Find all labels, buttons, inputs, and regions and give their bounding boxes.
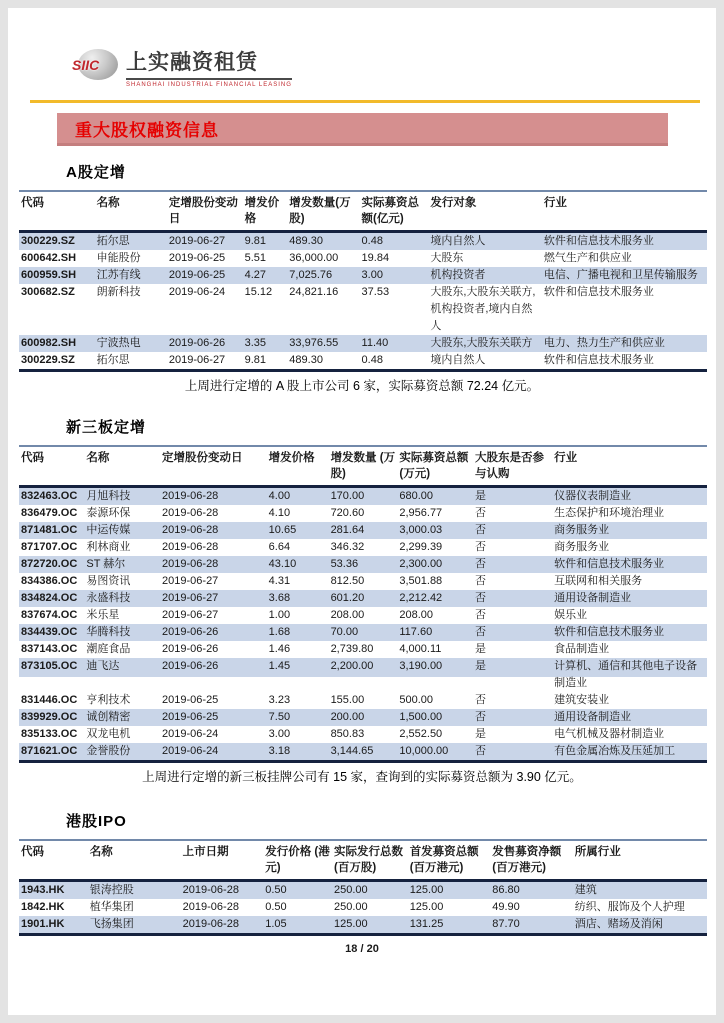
table-cell: 9.81 [243,232,288,251]
table-cell: 否 [475,609,487,621]
table-cell: 812.50 [330,575,365,587]
column-header: 行业 [552,446,707,487]
column-header: 增发数量 (万股) [329,446,398,487]
table-cell: 境内自然人 [428,232,542,251]
table-cell: 834824.OC [19,590,84,607]
table-row [19,709,707,726]
column-header: 实际发行总数(百万股) [332,840,408,881]
table-row [19,335,707,352]
table-cell: 拓尔思 [95,232,167,251]
table-cell: 6.64 [268,541,291,553]
table-cell: 3,190.00 [397,658,473,692]
table-cell: 否 [473,624,552,641]
table-cell: 834439.OC [19,624,84,641]
table-cell: 208.00 [399,609,434,621]
table-cell: 是 [475,643,487,655]
table-header [19,446,707,487]
table-cell: 大股东,大股东关联方,机构投资者,境内自然人 [430,286,536,332]
table-cell: 208.00 [330,609,365,621]
table-cell: 大股东 [430,252,464,264]
table-cell: 250.00 [334,901,368,913]
table-cell: 10.65 [267,522,329,539]
table-cell: 申能股份 [96,252,141,264]
table-cell: 125.00 [408,881,491,900]
table-cell: 155.00 [330,694,365,706]
table-cell: 2019-06-26 [160,658,267,692]
table-cell: 873105.OC [19,658,84,692]
table-cell: 1.68 [267,624,329,641]
table-cell: 839929.OC [19,709,84,726]
table-cell: 86.80 [490,881,573,900]
table-cell: 10,000.00 [397,743,473,762]
a-share-summary: 上周进行定增的 A 股上市公司 6 家，实际募资总额 72.24 亿元。 [184,379,540,393]
table-cell: 否 [475,694,487,706]
table-cell: 2019-06-27 [160,590,267,607]
table-cell: 834386.OC [21,575,78,587]
column-header: 所属行业 [573,840,707,881]
neeq-placement-table [19,445,707,763]
table-cell: 华腾科技 [84,624,160,641]
table-cell: 2019-06-26 [160,624,267,641]
table-cell: 2019-06-27 [167,352,243,371]
table-cell: 通用设备制造业 [552,709,707,726]
table-cell: 600959.SH [19,267,95,284]
table-cell: 1.00 [268,609,291,621]
table-header [19,840,707,881]
report-page [8,8,716,1015]
column-header: 发售募资净额(百万港元) [490,840,573,881]
table-cell: 19.84 [361,252,390,264]
table-cell: 否 [473,709,552,726]
table-cell: 43.10 [267,556,329,573]
table-row [19,487,707,506]
table-cell: 2019-06-25 [160,709,267,726]
table-cell: 否 [473,590,552,607]
table-cell: 2,200.00 [329,658,398,692]
table-cell: 1842.HK [21,901,65,913]
table-cell: 2019-06-25 [167,267,243,284]
table-cell: 2,299.39 [399,541,443,553]
table-cell: 500.00 [399,694,434,706]
table-cell: 2019-06-28 [160,487,267,506]
table-cell: 1901.HK [19,916,88,935]
brand-name: 上实融资租赁 [126,46,292,80]
table-cell: 机构投资者 [428,267,542,284]
table-cell: 2019-06-26 [162,643,219,655]
siic-logo-icon [72,49,118,80]
table-cell: 5.51 [244,252,266,264]
table-cell: 易图资讯 [86,575,131,587]
table-cell: 2019-06-28 [162,541,219,553]
table-cell: 软件和信息技术服务业 [552,556,707,573]
table-cell: 软件和信息技术服务业 [543,286,654,298]
table-cell: 有色金属冶炼及压延加工 [552,743,707,762]
table-cell: 否 [475,575,487,587]
neeq-section-title: 新三板定增 [66,419,147,436]
table-cell: 2019-06-25 [168,252,226,264]
table-cell: 3.00 [360,267,429,284]
table-cell: 871621.OC [19,743,84,762]
table-cell: 2019-06-27 [162,575,219,587]
table-cell: 1.45 [267,658,329,692]
table-cell: 1.46 [268,643,291,655]
table-row [19,556,707,573]
table-cell: 53.36 [329,556,398,573]
table-header [19,191,707,232]
table-cell: 拓尔思 [95,352,167,371]
table-cell: 否 [473,522,552,539]
page-footer [8,943,716,955]
table-cell: 生态保护和环境治理业 [554,507,665,519]
table-cell: 米乐星 [86,609,120,621]
table-cell: 131.25 [408,916,491,935]
table-row [19,573,707,590]
column-header: 大股东是否参与认购 [473,446,552,487]
table-cell: 33,976.55 [287,335,359,352]
table-cell: 双龙电机 [86,728,131,740]
table-cell: 3,000.03 [397,522,473,539]
table-row [19,692,707,709]
table-cell: 872720.OC [19,556,84,573]
table-cell: 24,821.16 [289,286,339,298]
column-header: 定增股份变动日 [167,191,243,232]
table-cell: 大股东,大股东关联方 [428,335,542,352]
table-cell: 300682.SZ [21,286,75,298]
table-cell: 食品制造业 [554,643,610,655]
table-cell: 计算机、通信和其他电子设备制造业 [552,658,707,692]
table-cell: 7,025.76 [287,267,359,284]
table-cell: 871707.OC [21,541,78,553]
table-cell: 0.48 [360,352,429,371]
column-header: 名称 [88,840,181,881]
table-cell: 87.70 [490,916,573,935]
table-cell: 商务服务业 [552,522,707,539]
table-cell: 利林商业 [86,541,131,553]
table-cell: 商务服务业 [554,541,610,553]
gold-divider [30,100,700,103]
table-cell: 281.64 [329,522,398,539]
table-cell: 迪飞达 [84,658,160,692]
table-cell: 200.00 [329,709,398,726]
table-cell: 2,300.00 [397,556,473,573]
siic-logo-text: SIIC [72,57,100,73]
table-cell: 117.60 [397,624,473,641]
hk-ipo-table [19,839,707,936]
table-cell: 4.31 [268,575,291,587]
table-row [19,505,707,522]
table-cell: 永盛科技 [84,590,160,607]
table-row [19,658,707,692]
table-row [19,881,707,900]
table-cell: 720.60 [330,507,365,519]
table-cell: 江苏有线 [95,267,167,284]
table-cell: 是 [473,658,552,692]
table-cell: 36,000.00 [289,252,339,264]
table-cell: 2,956.77 [399,507,443,519]
table-cell: 3.68 [267,590,329,607]
table-cell: 通用设备制造业 [552,590,707,607]
table-cell: 601.20 [329,590,398,607]
table-cell: 植华集团 [89,901,134,913]
table-cell: 朗新科技 [96,286,141,298]
table-cell: 电信、广播电视和卫星传输服务 [542,267,707,284]
column-header: 定增股份变动日 [160,446,267,487]
table-row [19,916,707,935]
table-cell: 仪器仪表制造业 [552,487,707,506]
table-row [19,726,707,743]
table-cell: 软件和信息技术服务业 [552,624,707,641]
table-row [19,899,707,916]
table-cell: 宁波热电 [95,335,167,352]
table-cell: 娱乐业 [554,609,588,621]
table-cell: 否 [473,556,552,573]
table-cell: 11.40 [360,335,429,352]
table-cell: 600982.SH [19,335,95,352]
table-cell: 泰源环保 [86,507,131,519]
table-row [19,522,707,539]
table-cell: 2019-06-24 [162,728,219,740]
table-cell: 4,000.11 [399,643,442,655]
table-cell: 银涛控股 [88,881,181,900]
table-cell: 3.23 [268,694,291,706]
table-cell: 否 [473,743,552,762]
table-row [19,641,707,658]
column-header: 发行价格 (港元) [263,840,332,881]
column-header: 增发数量(万股) [287,191,359,232]
table-cell: 潮庭食品 [86,643,131,655]
table-cell: 835133.OC [21,728,78,740]
table-cell: 4.10 [268,507,291,519]
column-header: 增发价格 [267,446,329,487]
table-cell: ST 赫尔 [84,556,160,573]
table-cell: 纺织、服饰及个人护理 [574,901,685,913]
table-cell: 2019-06-27 [167,232,243,251]
table-row [19,743,707,762]
table-cell: 电气机械及器材制造业 [554,728,665,740]
table-cell: 2019-06-28 [160,556,267,573]
table-cell: 2,552.50 [399,728,443,740]
table-cell: 300229.SZ [19,232,95,251]
table-cell: 680.00 [397,487,473,506]
table-cell: 3.35 [243,335,288,352]
brand-block [126,46,292,88]
column-header: 代码 [19,191,95,232]
column-header: 上市日期 [181,840,264,881]
hk-ipo-section-title: 港股IPO [66,813,127,830]
table-cell: 是 [473,487,552,506]
table-cell: 2019-06-28 [162,507,219,519]
section-banner [57,113,668,146]
table-cell: 250.00 [332,881,408,900]
table-cell: 2,212.42 [397,590,473,607]
table-cell: 4.00 [267,487,329,506]
table-cell: 2019-06-28 [181,881,264,900]
table-cell: 70.00 [329,624,398,641]
table-cell: 37.53 [361,286,390,298]
table-cell: 建筑安装业 [554,694,610,706]
table-cell: 831446.OC [21,694,78,706]
table-cell: 2019-06-28 [182,901,239,913]
table-row [19,267,707,284]
table-cell: 建筑 [573,881,707,900]
page-number: 18 / 20 [345,943,379,955]
column-header: 代码 [19,446,84,487]
table-row [19,624,707,641]
section-a-share-placement [8,161,716,394]
column-header: 首发募资总额(百万港元) [408,840,491,881]
table-cell: 2019-06-28 [181,916,264,935]
table-cell: 软件和信息技术服务业 [542,352,707,371]
table-cell: 3.18 [267,743,329,762]
table-cell: 837143.OC [21,643,78,655]
section-neeq-placement [8,416,716,785]
table-cell: 836479.OC [21,507,78,519]
table-cell: 837674.OC [21,609,78,621]
table-cell: 2019-06-26 [167,335,243,352]
table-row [19,250,707,267]
section-hk-ipo [8,810,716,936]
header [72,46,716,88]
table-cell: 125.00 [409,901,444,913]
column-header: 实际募资总额(万元) [397,446,473,487]
table-cell: 7.50 [267,709,329,726]
table-row [19,590,707,607]
table-row [19,352,707,371]
table-cell: 否 [475,541,487,553]
table-cell: 0.48 [360,232,429,251]
table-cell: 49.90 [492,901,520,913]
table-row [19,232,707,251]
table-cell: 3.00 [268,728,291,740]
table-cell: 15.12 [244,286,273,298]
table-cell: 亨利技术 [86,694,131,706]
table-cell: 0.50 [263,881,332,900]
banner-title: 重大股权融资信息 [75,120,219,140]
column-header: 代码 [19,840,88,881]
table-cell: 3,144.65 [329,743,398,762]
table-cell: 中运传媒 [84,522,160,539]
table-cell: 600642.SH [21,252,77,264]
table-row [19,539,707,556]
column-header: 行业 [542,191,707,232]
column-header: 实际募资总额(亿元) [360,191,429,232]
table-cell: 0.50 [265,901,287,913]
table-cell: 125.00 [332,916,408,935]
table-cell: 832463.OC [19,487,84,506]
table-cell: 1.05 [263,916,332,935]
table-cell: 2019-06-25 [162,694,219,706]
table-cell: 月旭科技 [84,487,160,506]
table-cell: 2019-06-27 [162,609,219,621]
table-cell: 346.32 [330,541,365,553]
table-cell: 9.81 [243,352,288,371]
table-cell: 软件和信息技术服务业 [542,232,707,251]
table-cell: 金誉股份 [84,743,160,762]
table-cell: 是 [475,728,487,740]
column-header: 发行对象 [428,191,542,232]
table-cell: 850.83 [330,728,365,740]
neeq-summary: 上周进行定增的新三板挂牌公司有 15 家，查询到的实际募资总额为 3.90 亿元。 [142,770,582,784]
table-cell: 飞扬集团 [88,916,181,935]
a-share-placement-table [19,190,707,372]
table-cell: 489.30 [287,232,359,251]
table-cell: 170.00 [329,487,398,506]
column-header: 增发价格 [243,191,288,232]
table-cell: 燃气生产和供应业 [543,252,632,264]
a-share-section-title: A股定增 [66,164,126,181]
table-cell: 电力、热力生产和供应业 [542,335,707,352]
table-cell: 300229.SZ [19,352,95,371]
table-cell: 871481.OC [19,522,84,539]
table-cell: 3,501.88 [399,575,443,587]
table-cell: 互联网和相关服务 [554,575,643,587]
table-cell: 酒店、赌场及消闲 [573,916,707,935]
column-header: 名称 [84,446,160,487]
table-cell: 2019-06-24 [160,743,267,762]
table-cell: 1,500.00 [397,709,473,726]
column-header: 名称 [95,191,167,232]
table-cell: 1943.HK [19,881,88,900]
table-cell: 诚创精密 [84,709,160,726]
brand-tagline: SHANGHAI INDUSTRIAL FINANCIAL LEASING [126,82,292,88]
table-cell: 2,739.80 [330,643,374,655]
table-cell: 境内自然人 [428,352,542,371]
table-cell: 2019-06-28 [160,522,267,539]
table-cell: 489.30 [287,352,359,371]
table-row [19,284,707,335]
table-cell: 否 [475,507,487,519]
table-cell: 4.27 [243,267,288,284]
table-row [19,607,707,624]
table-cell: 2019-06-24 [168,286,226,298]
